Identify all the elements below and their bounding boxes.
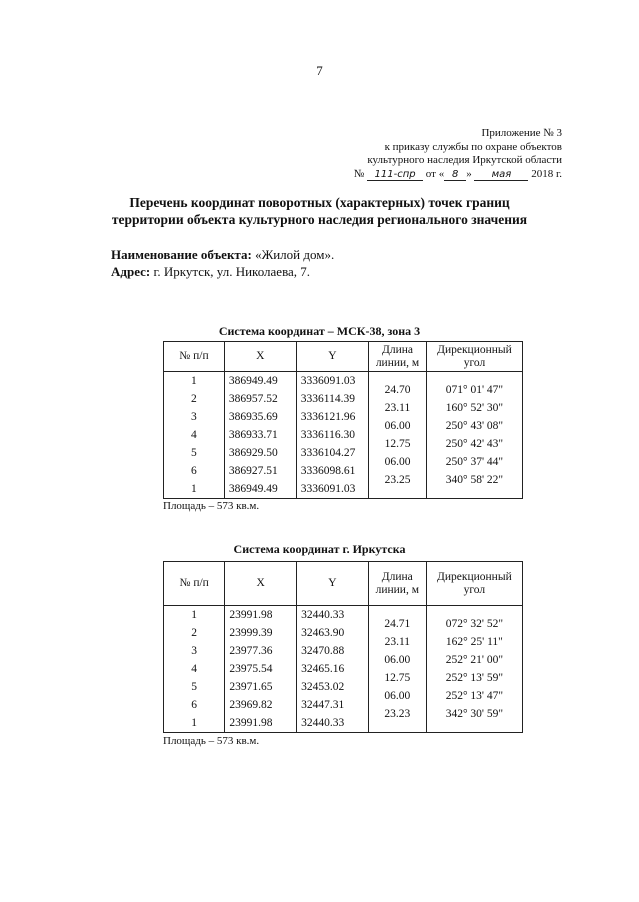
table2-num-column — [164, 606, 225, 733]
table2-header-length: Длина линии, м — [368, 562, 426, 606]
table-cell: 386949.49 — [228, 375, 278, 387]
table-cell: 3336091.03 — [300, 483, 356, 495]
table-cell: 252° 13' 47" — [445, 690, 504, 702]
table-cell: 1 — [191, 609, 198, 621]
object-name — [111, 246, 334, 263]
table2-caption: Система координат г. Иркутска — [233, 542, 406, 556]
appendix-line3: культурного наследия Иркутской области — [367, 154, 562, 166]
table-cell: 06.00 — [384, 456, 411, 468]
table-cell: 32440.33 — [301, 609, 345, 621]
table-cell: 386935.69 — [228, 411, 278, 423]
table-cell: 1 — [191, 375, 197, 387]
appendix-line2: к приказу службы по охране объектов — [384, 140, 562, 153]
object-name-value: «Жилой дом». — [255, 247, 335, 262]
title-line2: территории объекта культурного наследия регионального значения — [111, 212, 528, 227]
table-cell: 5 — [191, 681, 198, 693]
table2-x-column — [225, 606, 297, 733]
table-cell: 12.75 — [384, 672, 411, 684]
table-cell: 342° 30' 59" — [445, 708, 504, 720]
table1-x-column — [224, 372, 296, 499]
table-cell: 06.00 — [384, 654, 411, 666]
table-cell: 3 — [191, 645, 198, 657]
table1-length-column — [369, 372, 427, 499]
table-cell: 32465.16 — [301, 663, 345, 675]
table-cell: 3336114.39 — [300, 393, 355, 405]
table-cell: 23.23 — [384, 708, 411, 720]
table1-header-length: Длина линии, м — [369, 342, 427, 372]
table-cell: 23.11 — [384, 402, 411, 414]
table-cell: 24.71 — [384, 618, 411, 630]
table1-angle-column — [426, 372, 522, 499]
table-cell: 386949.49 — [228, 483, 278, 495]
table2-area: Площадь – 573 кв.м. — [163, 735, 260, 747]
object-name-label: Наименование объекта: — [111, 247, 252, 262]
table-cell: 1 — [191, 483, 197, 495]
table-cell: 4 — [191, 663, 198, 675]
table-cell: 2 — [191, 627, 198, 639]
table-cell: 2 — [191, 393, 197, 405]
table-cell: 6 — [191, 465, 197, 477]
order-number: 111-спр — [367, 169, 423, 181]
table-cell: 3336121.96 — [300, 411, 356, 423]
table-cell: 162° 25' 11" — [445, 636, 503, 648]
table-cell: 1 — [191, 717, 198, 729]
table-cell: 3336091.03 — [300, 375, 356, 387]
table-cell: 32453.02 — [301, 681, 345, 693]
object-address-label: Адрес: — [111, 264, 151, 279]
table1-area: Площадь – 573 кв.м. — [163, 500, 260, 512]
table-cell: 23991.98 — [229, 717, 273, 729]
table2-header-row — [164, 562, 523, 606]
title-line1: Перечень координат поворотных (характерных) точек границ — [129, 195, 510, 210]
table-cell: 23971.65 — [229, 681, 273, 693]
table2-length-column — [368, 606, 426, 733]
table2-header-y: Y — [297, 562, 369, 606]
table-cell: 072° 32' 52" — [445, 618, 504, 630]
table1-body-row — [164, 372, 523, 499]
table1-header-num: № п/п — [164, 342, 225, 372]
table-cell: 386929.50 — [228, 447, 278, 459]
table-cell: 4 — [191, 429, 197, 441]
table1-y-column — [296, 372, 368, 499]
table-cell: 386933.71 — [228, 429, 278, 441]
order-from-label: от « — [425, 167, 445, 180]
object-info — [111, 246, 334, 280]
table2-body-row — [164, 606, 523, 733]
table-cell: 252° 13' 59" — [445, 672, 504, 684]
table2 — [163, 561, 523, 733]
table-cell: 386927.51 — [228, 465, 278, 477]
table-cell: 23999.39 — [229, 627, 273, 639]
table-cell: 23977.36 — [229, 645, 273, 657]
table-cell: 32470.88 — [301, 645, 345, 657]
table-cell: 160° 52' 30" — [445, 402, 504, 414]
object-address-value: г. Иркутск, ул. Николаева, 7. — [153, 264, 311, 279]
table-cell: 3336098.61 — [300, 465, 356, 477]
table2-header-num: № п/п — [164, 562, 225, 606]
table-cell: 12.75 — [384, 438, 411, 450]
table2-y-column — [297, 606, 369, 733]
table1-header-y: Y — [296, 342, 368, 372]
table-cell: 23975.54 — [229, 663, 273, 675]
appendix-block — [354, 127, 562, 181]
table-cell: 250° 37' 44" — [445, 456, 504, 468]
table1-header-angle: Дирекционный угол — [426, 342, 522, 372]
table-cell: 250° 42' 43" — [445, 438, 504, 450]
document-title — [0, 194, 639, 228]
object-address — [111, 263, 334, 280]
table1-header-x: X — [224, 342, 296, 372]
table-cell: 3336104.27 — [300, 447, 356, 459]
table-cell: 32447.31 — [301, 699, 345, 711]
page-number: 7 — [316, 63, 323, 78]
table-cell: 250° 43' 08" — [445, 420, 504, 432]
table-cell: 3 — [191, 411, 197, 423]
table-cell: 071° 01' 47" — [445, 384, 504, 396]
order-day: 8 — [444, 169, 466, 181]
order-line: № 111-спр от « 8 » мая 2018 г. — [353, 167, 562, 180]
table-cell: 23969.82 — [229, 699, 273, 711]
table1-num-column — [164, 372, 225, 499]
order-no-label: № — [353, 167, 365, 180]
appendix-line1: Приложение № 3 — [481, 127, 562, 139]
table-cell: 252° 21' 00" — [445, 654, 504, 666]
table2-header-angle: Дирекционный угол — [426, 562, 522, 606]
order-month: мая — [474, 169, 528, 181]
table-cell: 32463.90 — [301, 627, 345, 639]
table-cell: 32440.33 — [301, 717, 345, 729]
table-cell: 23.11 — [384, 636, 411, 648]
table1-caption: Система координат – МСК-38, зона 3 — [218, 324, 421, 338]
table-cell: 06.00 — [384, 690, 411, 702]
table-cell: 06.00 — [384, 420, 411, 432]
table-cell: 386957.52 — [228, 393, 278, 405]
table2-angle-column — [426, 606, 522, 733]
table-cell: 23991.98 — [229, 609, 273, 621]
table-cell: 340° 58' 22" — [445, 474, 504, 486]
table-cell: 23.25 — [384, 474, 411, 486]
table1 — [163, 341, 523, 499]
table2-header-x: X — [225, 562, 297, 606]
table-cell: 6 — [191, 699, 198, 711]
table-cell: 3336116.30 — [300, 429, 355, 441]
table-cell: 24.70 — [384, 384, 411, 396]
table-cell: 5 — [191, 447, 197, 459]
table1-header-row — [164, 342, 523, 372]
order-year: 2018 г. — [531, 167, 562, 180]
